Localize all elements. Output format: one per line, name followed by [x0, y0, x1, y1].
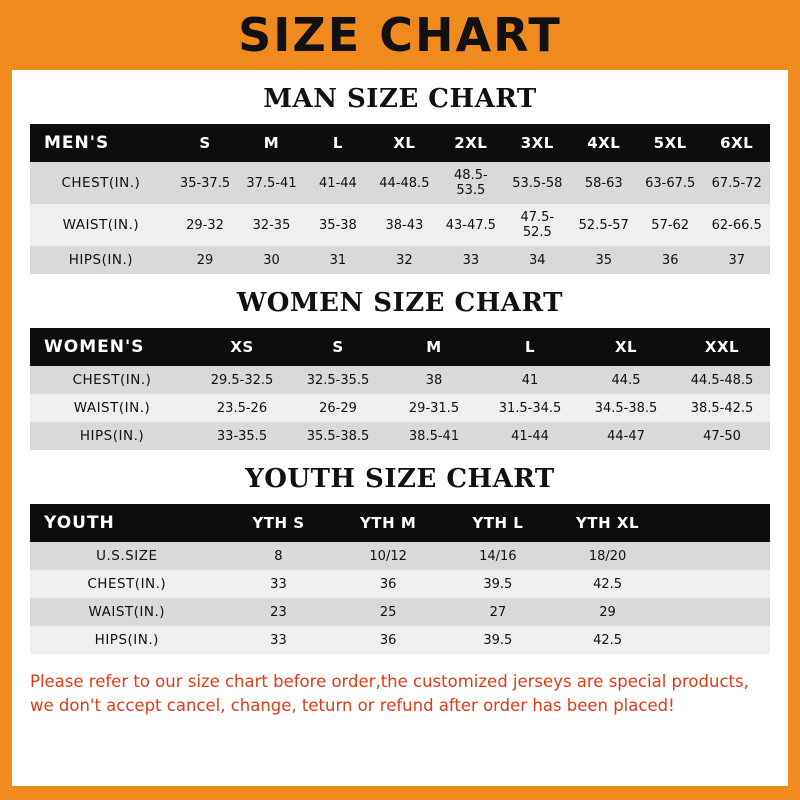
table-man-r0-c0: 35-37.5 — [172, 162, 238, 204]
table-man-head — [30, 124, 770, 162]
table-man-r2-c4: 33 — [438, 246, 504, 274]
table-man-col-5: 3XL — [504, 124, 570, 162]
table-man-body — [30, 162, 770, 274]
table-man-r2-c8: 37 — [703, 246, 770, 274]
section-title-man: MAN SIZE CHART — [263, 84, 537, 114]
table-women-r0-c1: 32.5-35.5 — [290, 366, 386, 394]
table-youth-r2-c0: 23 — [224, 598, 334, 626]
table-youth-col-0: YTH S — [224, 504, 334, 542]
table-women-col-2: M — [386, 328, 482, 366]
table-man-r2-c1: 30 — [238, 246, 304, 274]
table-women-r0-c3: 41 — [482, 366, 578, 394]
table-row — [30, 422, 770, 450]
table-youth-r1-c0: 33 — [224, 570, 334, 598]
table-man-r0-c8: 67.5-72 — [703, 162, 770, 204]
table-man-r1-c0: 29-32 — [172, 204, 238, 246]
table-man-col-1: M — [238, 124, 304, 162]
table-youth-r3-c1: 36 — [333, 626, 443, 654]
table-man-col-8: 6XL — [703, 124, 770, 162]
table-man-r0-c6: 58-63 — [571, 162, 637, 204]
table-youth-r3-spacer — [662, 626, 770, 654]
table-row — [30, 328, 770, 366]
section-man — [12, 84, 788, 274]
table-man-r1-c7: 57-62 — [637, 204, 703, 246]
table-women-r2-c2: 38.5-41 — [386, 422, 482, 450]
table-women-col-3: L — [482, 328, 578, 366]
table-man-r2-label: HIPS(IN.) — [30, 246, 172, 274]
table-row — [30, 124, 770, 162]
table-youth — [30, 504, 770, 654]
table-youth-r1-label: CHEST(IN.) — [30, 570, 224, 598]
table-women — [30, 328, 770, 450]
table-youth-r2-spacer — [662, 598, 770, 626]
table-youth-r2-c2: 27 — [443, 598, 553, 626]
table-women-row-label-header: WOMEN'S — [30, 328, 194, 366]
table-youth-body — [30, 542, 770, 654]
table-women-body — [30, 366, 770, 450]
table-man-col-6: 4XL — [571, 124, 637, 162]
table-women-r1-c3: 31.5-34.5 — [482, 394, 578, 422]
table-man — [30, 124, 770, 274]
table-man-r0-c5: 53.5-58 — [504, 162, 570, 204]
table-women-r2-c1: 35.5-38.5 — [290, 422, 386, 450]
table-women-r0-label: CHEST(IN.) — [30, 366, 194, 394]
table-women-r1-c0: 23.5-26 — [194, 394, 290, 422]
page-title: SIZE CHART — [238, 8, 562, 62]
table-row — [30, 570, 770, 598]
table-youth-head — [30, 504, 770, 542]
table-youth-r0-c0: 8 — [224, 542, 334, 570]
footer-note-line-1: Please refer to our size chart before order,the customized jerseys are special products, — [30, 672, 749, 691]
section-title-women: WOMEN SIZE CHART — [237, 288, 563, 318]
table-youth-r3-label: HIPS(IN.) — [30, 626, 224, 654]
table-women-col-0: XS — [194, 328, 290, 366]
table-man-r1-c6: 52.5-57 — [571, 204, 637, 246]
footer-note — [30, 670, 770, 718]
table-women-r2-c0: 33-35.5 — [194, 422, 290, 450]
table-man-r2-c7: 36 — [637, 246, 703, 274]
table-youth-r0-c1: 10/12 — [333, 542, 443, 570]
table-youth-r0-label: U.S.SIZE — [30, 542, 224, 570]
table-women-r1-c5: 38.5-42.5 — [674, 394, 770, 422]
table-man-r2-c0: 29 — [172, 246, 238, 274]
table-women-r1-c1: 26-29 — [290, 394, 386, 422]
table-women-r1-label: WAIST(IN.) — [30, 394, 194, 422]
table-youth-r3-c0: 33 — [224, 626, 334, 654]
table-man-r0-c4: 48.5-53.5 — [438, 162, 504, 204]
table-man-r1-c1: 32-35 — [238, 204, 304, 246]
table-man-r0-label: CHEST(IN.) — [30, 162, 172, 204]
table-youth-r0-spacer — [662, 542, 770, 570]
table-row — [30, 204, 770, 246]
table-youth-r1-spacer — [662, 570, 770, 598]
table-women-col-5: XXL — [674, 328, 770, 366]
table-man-r2-c5: 34 — [504, 246, 570, 274]
table-youth-col-2: YTH L — [443, 504, 553, 542]
section-women — [12, 288, 788, 450]
table-row — [30, 366, 770, 394]
table-row — [30, 504, 770, 542]
header-band — [0, 0, 800, 70]
table-man-r1-c8: 62-66.5 — [703, 204, 770, 246]
table-man-r2-c2: 31 — [305, 246, 371, 274]
section-title-youth: YOUTH SIZE CHART — [245, 464, 555, 494]
table-women-r2-c5: 47-50 — [674, 422, 770, 450]
table-women-r1-c2: 29-31.5 — [386, 394, 482, 422]
footer-note-line-2: we don't accept cancel, change, teturn or refund after order has been placed! — [30, 695, 675, 715]
table-youth-r1-c3: 42.5 — [553, 570, 663, 598]
table-man-r0-c1: 37.5-41 — [238, 162, 304, 204]
table-youth-col-3: YTH XL — [553, 504, 663, 542]
table-row — [30, 598, 770, 626]
table-row — [30, 246, 770, 274]
section-youth — [12, 464, 788, 654]
table-women-col-1: S — [290, 328, 386, 366]
table-youth-r3-c3: 42.5 — [553, 626, 663, 654]
table-man-r0-c2: 41-44 — [305, 162, 371, 204]
table-women-col-4: XL — [578, 328, 674, 366]
table-man-col-7: 5XL — [637, 124, 703, 162]
table-women-r2-c4: 44-47 — [578, 422, 674, 450]
table-row — [30, 626, 770, 654]
table-youth-r2-c3: 29 — [553, 598, 663, 626]
table-youth-r2-label: WAIST(IN.) — [30, 598, 224, 626]
table-youth-col-1: YTH M — [333, 504, 443, 542]
table-man-r1-label: WAIST(IN.) — [30, 204, 172, 246]
table-row — [30, 542, 770, 570]
table-women-head — [30, 328, 770, 366]
table-man-r1-c4: 43-47.5 — [438, 204, 504, 246]
table-man-row-label-header: MEN'S — [30, 124, 172, 162]
table-man-col-0: S — [172, 124, 238, 162]
table-man-col-3: XL — [371, 124, 437, 162]
table-man-r0-c3: 44-48.5 — [371, 162, 437, 204]
table-women-r0-c4: 44.5 — [578, 366, 674, 394]
table-man-r1-c5: 47.5-52.5 — [504, 204, 570, 246]
table-man-r1-c2: 35-38 — [305, 204, 371, 246]
table-youth-r0-c2: 14/16 — [443, 542, 553, 570]
table-row — [30, 394, 770, 422]
table-women-r2-c3: 41-44 — [482, 422, 578, 450]
table-man-r2-c3: 32 — [371, 246, 437, 274]
table-women-r2-label: HIPS(IN.) — [30, 422, 194, 450]
table-row — [30, 162, 770, 204]
table-youth-r1-c2: 39.5 — [443, 570, 553, 598]
table-youth-col-spacer — [662, 504, 770, 542]
table-youth-r1-c1: 36 — [333, 570, 443, 598]
table-man-r2-c6: 35 — [571, 246, 637, 274]
table-youth-r3-c2: 39.5 — [443, 626, 553, 654]
table-man-col-2: L — [305, 124, 371, 162]
table-women-r0-c5: 44.5-48.5 — [674, 366, 770, 394]
table-man-r0-c7: 63-67.5 — [637, 162, 703, 204]
table-youth-r0-c3: 18/20 — [553, 542, 663, 570]
table-youth-row-label-header: YOUTH — [30, 504, 224, 542]
table-man-r1-c3: 38-43 — [371, 204, 437, 246]
bottom-band — [0, 786, 800, 800]
table-women-r0-c2: 38 — [386, 366, 482, 394]
table-youth-r2-c1: 25 — [333, 598, 443, 626]
table-women-r1-c4: 34.5-38.5 — [578, 394, 674, 422]
table-women-r0-c0: 29.5-32.5 — [194, 366, 290, 394]
table-man-col-4: 2XL — [438, 124, 504, 162]
